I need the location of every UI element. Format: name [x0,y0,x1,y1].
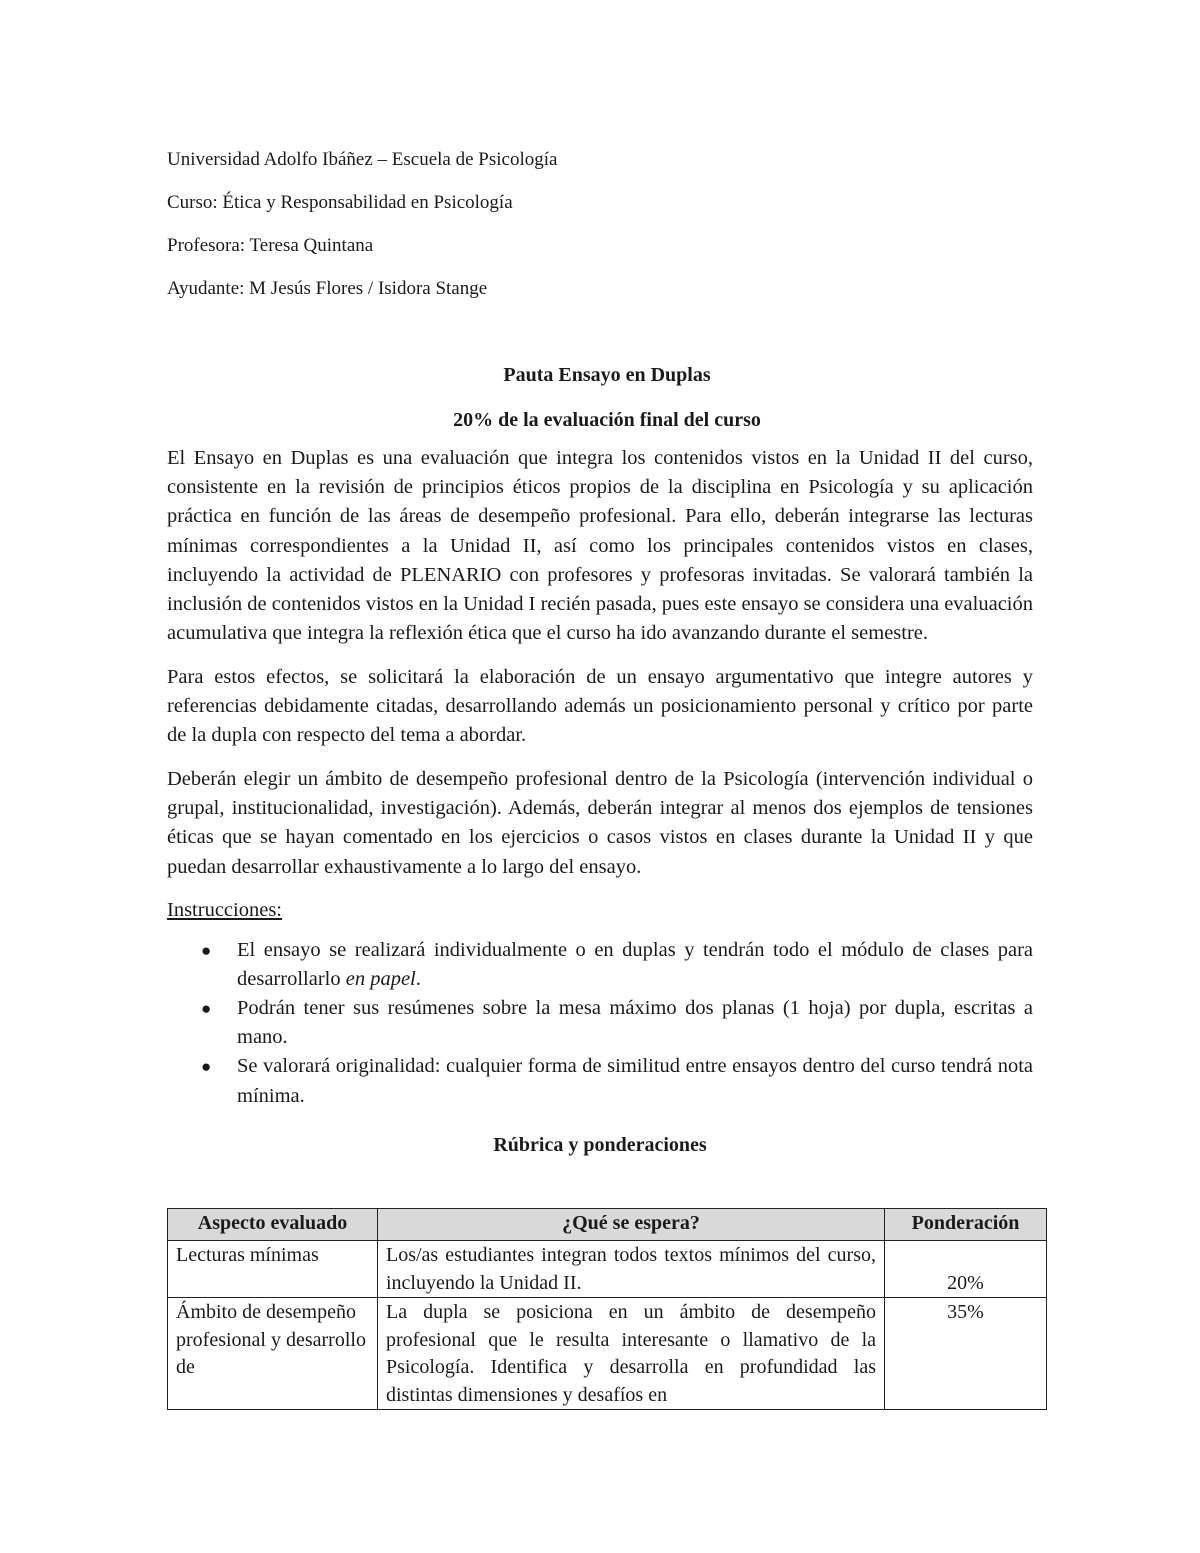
table-cell-aspect: Ámbito de desempeño profesional y desarrollo de [168,1298,378,1410]
list-item-text: Podrán tener sus resúmenes sobre la mesa máximo dos planas (1 hoja) por dupla, escritas a mano. [237,996,1033,1049]
column-header-expected: ¿Qué se espera? [378,1209,885,1241]
table-row [168,1298,1047,1410]
instructions-list [167,936,1033,1111]
university-line: Universidad Adolfo Ibáñez – Escuela de Psicología [167,149,558,170]
instructions-heading: Instrucciones: [167,899,282,922]
bullet-icon: ● [201,998,212,1018]
assistant-line: Ayudante: M Jesús Flores / Isidora Stange [167,278,488,299]
table-row [168,1241,1047,1298]
list-item [167,1052,1033,1110]
table-cell-expected: Los/as estudiantes integran todos textos mínimos del curso, incluyendo la Unidad II. [378,1241,885,1298]
document-subtitle: 20% de la evaluación final del curso [453,409,761,431]
table-cell-aspect: Lecturas mínimas [168,1241,378,1298]
list-item-end: . [415,967,421,990]
list-item-text: El ensayo se realizará individualmente o en duplas y tendrán todo el módulo de clases para desarrollarlo [237,938,1033,990]
paragraph-scope: Deberán elegir un ámbito de desempeño profesional dentro de la Psicología (intervención individual o grupal, institucionalidad, investigación). Además, deberán integrar al menos dos ejemplos de tensiones éticas que se hayan comentado en los ejercicios o casos vistos en clases durante la Unidad II y que puedan desarrollar exhaustivamente a lo largo del ensayo. [167,768,1033,878]
column-header-aspect: Aspecto evaluado [168,1209,378,1241]
document-body [167,444,1033,1167]
list-item [167,936,1033,994]
table-cell-weight [885,1241,1047,1298]
table-header-row [168,1209,1047,1241]
table-cell-expected: La dupla se posiciona en un ámbito de desempeño profesional que le resulta interesante o llamativo de la Psicología. Identifica y desarrolla en profundidad las distintas dimensiones y desafíos en [378,1298,885,1410]
document-title: Pauta Ensayo en Duplas [503,364,711,386]
paragraph-purpose: Para estos efectos, se solicitará la elaboración de un ensayo argumentativo que integre autores y referencias debidamente citadas, desarrollando además un posicionamiento personal y crítico por parte de la dupla con respecto del tema a abordar. [167,665,1033,747]
list-item-emphasis: en papel [345,967,416,990]
course-line: Curso: Ética y Responsabilidad en Psicología [167,192,513,213]
table-cell-weight: 35% [885,1298,1047,1410]
document-header [167,138,557,310]
rubric-title: Rúbrica y ponderaciones [493,1133,707,1156]
paragraph-intro: El Ensayo en Duplas es una evaluación que integra los contenidos vistos en la Unidad II del curso, consistente en la revisión de principios éticos propios de la disciplina en Psicología y su aplicación práctica en función de las áreas de desempeño profesional. Para ello, deberán integrarse las lecturas mínimas correspondientes a la Unidad II, así como los principales contenidos vistos en clases, incluyendo la actividad de PLENARIO con profesores y profesoras invitadas. Se valorará también la inclusión de contenidos vistos en la Unidad I recién pasada, pues este ensayo se considera una evaluación acumulativa que integra la reflexión ética que el curso ha ido avanzando durante el semestre. [167,447,1033,645]
bullet-icon: ● [201,940,212,960]
weight-value: 20% [947,1271,984,1294]
list-item [167,994,1033,1052]
professor-line: Profesora: Teresa Quintana [167,235,374,256]
title-block [167,353,1047,443]
column-header-weight: Ponderación [885,1209,1047,1241]
bullet-icon: ● [201,1057,212,1077]
list-item-text: Se valorará originalidad: cualquier forma de similitud entre ensayos dentro del curso tendrá nota mínima. [237,1055,1033,1107]
rubric-table [167,1208,1047,1410]
